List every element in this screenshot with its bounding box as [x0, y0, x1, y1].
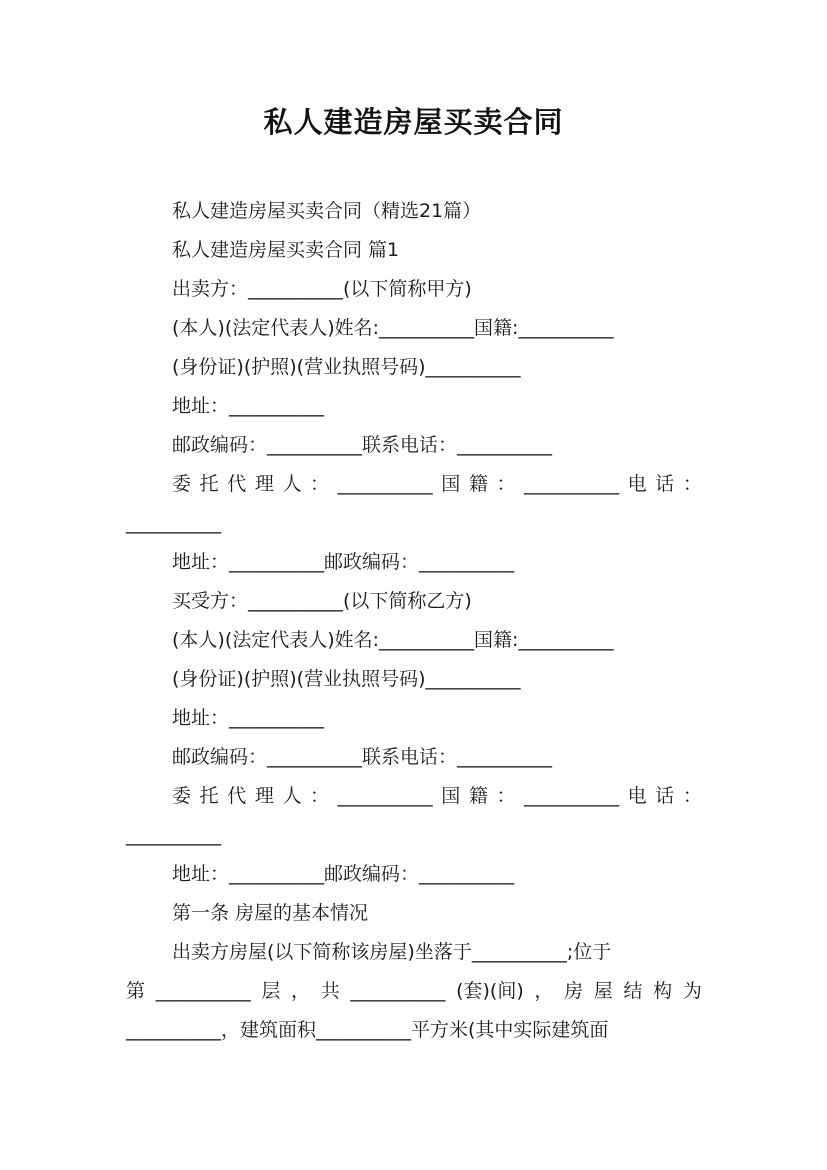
buyer-line: 买受方：__________(以下简称乙方): [172, 590, 472, 612]
text-segment: 代: [227, 473, 247, 495]
seller-name-line: (本人)(法定代表人)姓名:__________国籍:__________: [172, 317, 614, 339]
text-segment: 共: [320, 980, 340, 1002]
text-segment: 屋: [593, 980, 613, 1002]
text-segment: 籍: [468, 473, 488, 495]
text-segment: 理: [254, 785, 274, 807]
text-segment: 人: [282, 785, 302, 807]
text-segment: ：: [310, 785, 330, 807]
seller-postal-line: 邮政编码：__________联系电话：__________: [172, 434, 553, 456]
section-heading: 私人建造房屋买卖合同 篇1: [172, 239, 400, 261]
article-one-text-2: [126, 979, 702, 1003]
text-segment: 托: [199, 473, 219, 495]
seller-line: 出卖方：__________(以下简称甲方): [172, 278, 472, 300]
text-segment: 房: [564, 980, 584, 1002]
buyer-postal-line: 邮政编码：__________联系电话：__________: [172, 746, 553, 768]
buyer-name-line: (本人)(法定代表人)姓名:__________国籍:__________: [172, 629, 614, 651]
text-segment: 结: [623, 980, 643, 1002]
text-segment: ：: [310, 473, 330, 495]
text-segment: 电: [627, 785, 647, 807]
text-segment: __________: [337, 785, 433, 807]
text-segment: (套)(间): [456, 980, 524, 1002]
text-segment: 为: [682, 980, 702, 1002]
seller-id-line: (身份证)(护照)(营业执照号码)__________: [172, 356, 521, 378]
article-one-heading: 第一条 房屋的基本情况: [172, 902, 369, 924]
text-segment: __________: [337, 473, 433, 495]
text-segment: 托: [199, 785, 219, 807]
text-segment: 话: [655, 473, 675, 495]
text-segment: ，: [534, 980, 554, 1002]
text-segment: 籍: [468, 785, 488, 807]
buyer-agent-address-line: 地址：__________邮政编码：__________: [172, 863, 515, 885]
buyer-address-line: 地址：__________: [172, 707, 325, 729]
text-segment: 人: [282, 473, 302, 495]
text-segment: 国: [441, 785, 461, 807]
text-segment: ：: [496, 785, 516, 807]
seller-agent-phone-line: __________: [126, 512, 221, 534]
text-segment: 构: [653, 980, 673, 1002]
seller-agent-address-line: 地址：__________邮政编码：__________: [172, 551, 515, 573]
text-segment: __________: [524, 473, 620, 495]
text-segment: __________: [155, 980, 251, 1002]
buyer-agent-line: [172, 784, 702, 808]
text-segment: 电: [627, 473, 647, 495]
text-segment: 第: [126, 980, 146, 1002]
buyer-agent-phone-line: __________: [126, 824, 221, 846]
text-segment: __________: [524, 785, 620, 807]
text-segment: 委: [172, 473, 192, 495]
contract-subtitle: 私人建造房屋买卖合同（精选21篇）: [172, 200, 482, 222]
buyer-id-line: (身份证)(护照)(营业执照号码)__________: [172, 668, 521, 690]
text-segment: 代: [227, 785, 247, 807]
text-segment: 理: [254, 473, 274, 495]
article-one-text-1: 出卖方房屋(以下简称该房屋)坐落于__________;位于: [172, 941, 612, 963]
text-segment: 层: [261, 980, 281, 1002]
text-segment: ：: [496, 473, 516, 495]
text-segment: ：: [682, 473, 702, 495]
text-segment: 委: [172, 785, 192, 807]
document-title: 私人建造房屋买卖合同: [263, 105, 564, 139]
text-segment: ，: [291, 980, 311, 1002]
text-segment: 话: [655, 785, 675, 807]
article-one-text-3: __________，建筑面积__________平方米(其中实际建筑面: [126, 1019, 609, 1041]
seller-address-line: 地址：__________: [172, 395, 325, 417]
text-segment: 国: [441, 473, 461, 495]
text-segment: __________: [350, 980, 446, 1002]
text-segment: ：: [682, 785, 702, 807]
seller-agent-line: [172, 472, 702, 496]
